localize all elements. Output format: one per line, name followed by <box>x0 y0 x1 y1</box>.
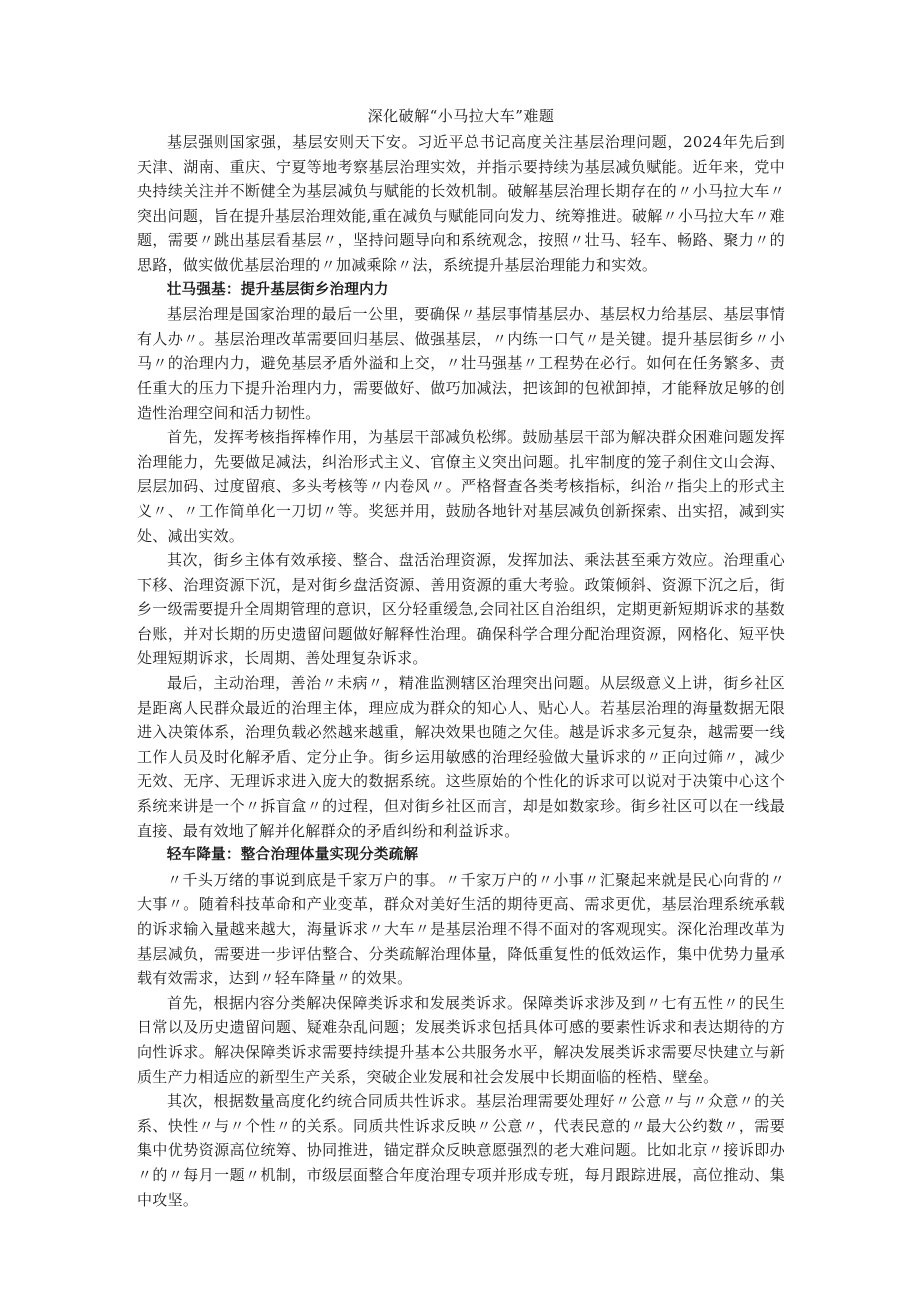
paragraph: 最后，主动治理，善治〃未病〃，精准监测辖区治理突出问题。从层级意义上讲，街乡社区是距离人民群众最近的治理主体，理应成为群众的知心人、贴心人。若基层治理的海量数据无限进入决策体系，治理负载必然越来越重，解决效果也随之欠佳。越是诉求多元复杂，越需要一线工作人员及时化解矛盾、定分止争。街乡运用敏感的治理经验做大量诉求的〃正向过筛〃，减少无效、无序、无理诉求进入庞大的数据系统。这些原始的个性化的诉求可以说对于决策中心这个系统来讲是一个〃拆盲盒〃的过程，但对街乡社区而言，却是如数家珍。街乡社区可以在一线最直接、最有效地了解并化解群众的矛盾纠纷和利益诉求。 <box>137 674 785 840</box>
section-heading-strong-horse: 壮马强基：提升基层街乡治理内力 <box>166 281 389 298</box>
paragraph: 首先，根据内容分类解决保障类诉求和发展类诉求。保障类诉求涉及到〃七有五性〃的民生日常以及历史遗留问题、疑难杂乱问题；发展类诉求包括具体可感的要素性诉求和表达期待的方向性诉求。解决保障类诉求需要持续提升基本公共服务水平，解决发展类诉求需要尽快建立与新质生产力相适应的新型生产关系，突破企业发展和社会发展中长期面临的桎梏、壁垒。 <box>137 993 785 1086</box>
paragraph: 首先，发挥考核指挥棒作用，为基层干部减负松绑。鼓励基层干部为解决群众困难问题发挥治理能力，先要做足减法，纠治形式主义、官僚主义突出问题。扎牢制度的笼子刹住文山会海、层层加码、过度留痕、多头考核等〃内卷风〃。严格督查各类考核指标，纠治〃指尖上的形式主义〃、〃工作简单化一刀切〃等。奖惩并用，鼓励各地针对基层减负创新探索、出实招，减到实处、减出实效。 <box>137 428 785 545</box>
section-heading-light-cart: 轻车降量：整合治理体量实现分类疏解 <box>166 847 419 864</box>
document-title: 深化破解“小马拉大车”难题 <box>367 107 555 125</box>
document-page <box>137 104 785 1212</box>
intro-paragraph: 基层强则国家强，基层安则天下安。习近平总书记高度关注基层治理问题，2024年先后到天津、湖南、重庆、宁夏等地考察基层治理实效，并指示要持续为基层减负赋能。近年来，党中央持续关注并不断健全为基层减负与赋能的长效机制。破解基层治理长期存在的〃小马拉大车〃突出问题，旨在提升基层治理效能,重在减负与赋能同向发力、统筹推进。破解〃小马拉大车〃难题，需要〃跳出基层看基层〃，坚持问题导向和系统观念，按照〃壮马、轻车、畅路、聚力〃的思路，做实做优基层治理的〃加减乘除〃法，系统提升基层治理能力和实效。 <box>137 133 785 274</box>
paragraph: 基层治理是国家治理的最后一公里，要确保〃基层事情基层办、基层权力给基层、基层事情有人办〃。基层治理改革需要回归基层、做强基层，〃内练一口气〃是关键。提升基层街乡〃小马〃的治理内力，避免基层矛盾外溢和上交，〃壮马强基〃工程势在必行。如何在任务繁多、责任重大的压力下提升治理内力，需要做好、做巧加减法，把该卸的包袱卸掉，才能释放足够的创造性治理空间和活力韧性。 <box>137 305 785 422</box>
paragraph: 其次，街乡主体有效承接、整合、盘活治理资源，发挥加法、乘法甚至乘方效应。治理重心下移、治理资源下沉，是对街乡盘活资源、善用资源的重大考验。政策倾斜、资源下沉之后，街乡一级需要提升全周期管理的意识，区分轻重缓急,会同社区自治组织，定期更新短期诉求的基数台账，并对长期的历史遗留问题做好解释性治理。确保科学合理分配治理资源，网格化、短平快处理短期诉求，长周期、善处理复杂诉求。 <box>137 551 785 668</box>
paragraph: 〃千头万绪的事说到底是千家万户的事。〃千家万户的〃小事〃汇聚起来就是民心向背的〃大事〃。随着科技革命和产业变革，群众对美好生活的期待更高、需求更优，基层治理系统承载的诉求输入量越来越大，海量诉求〃大车〃是基层治理不得不面对的客观现实。深化治理改革为基层减负，需要进一步评估整合、分类疏解治理体量，降低重复性的低效运作，集中优势力量承载有效需求，达到〃轻车降量〃的效果。 <box>137 870 785 988</box>
paragraph: 其次，根据数量高度化约统合同质共性诉求。基层治理需要处理好〃公意〃与〃众意〃的关系、快性〃与〃个性〃的关系。同质共性诉求反映〃公意〃，代表民意的〃最大公约数〃，需要集中优势资源高位统筹、协同推进，锚定群众反映意愿强烈的老大难问题。比如北京〃接诉即办〃的〃每月一题〃机制，市级层面整合年度治理专项并形成专班，每月跟踪进展，高位推动、集中攻坚。 <box>137 1092 785 1209</box>
